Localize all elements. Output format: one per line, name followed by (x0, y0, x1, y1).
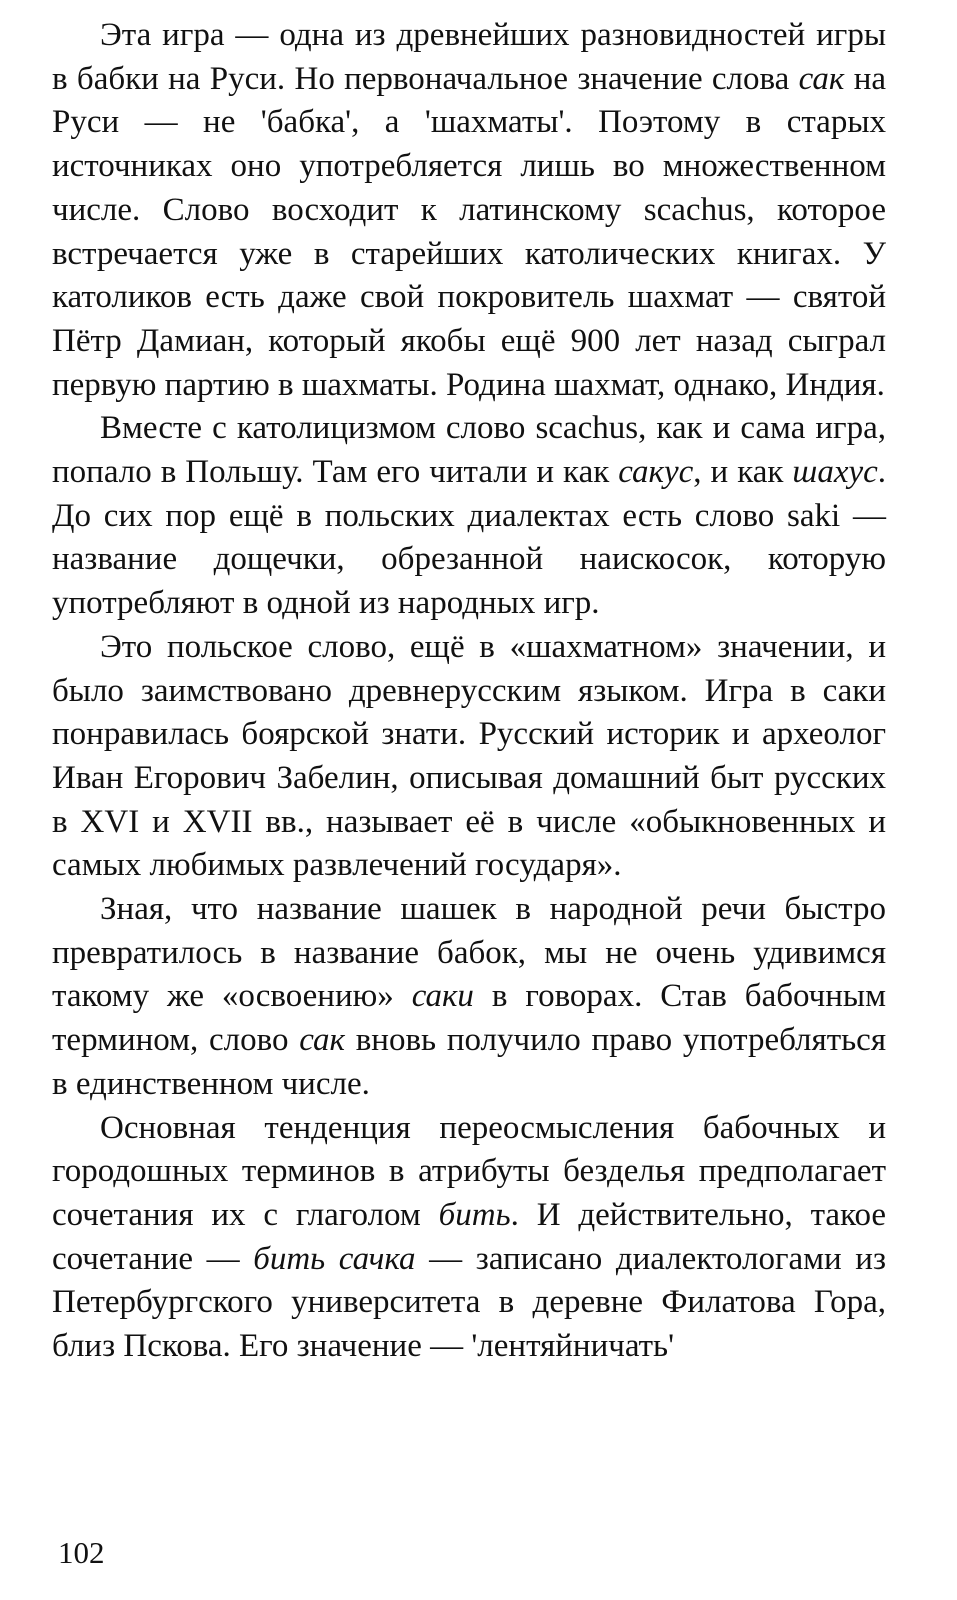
paragraph-2 (52, 407, 886, 626)
italic-term-saki: саки (411, 978, 474, 1015)
paragraph-5 (52, 1107, 886, 1369)
text-run: в говорах. Став бабочным термином, слово (52, 978, 886, 1059)
page-body (52, 14, 886, 1369)
italic-term-bit-sachka: бить сачка (253, 1240, 416, 1277)
text-run: Основная тенденция переосмысления бабочных и городошных терминов в атрибуты безделья предполагает сочетания их с глаголом (52, 1109, 886, 1233)
paragraph-1 (52, 14, 886, 407)
text-run: . До сих пор ещё в польских диалектах есть слово saki — название дощечки, обрезанной наискосок, которую употребляют в одной из народных игр. (52, 454, 887, 622)
paragraph-3 (52, 626, 886, 888)
italic-term-sak: сак (798, 60, 845, 97)
italic-term-sak: сак (299, 1022, 345, 1059)
text-run: — записано диалектологами из Петербургского университета в деревне Филатова Гора, близ Пскова. Его значение — 'лентяйничать' (52, 1240, 886, 1365)
text-run: Вместе с католицизмом слово scachus, как и сама игра, попало в Польшу. Там его читали и как (52, 410, 886, 491)
text-run: на Руси — не 'бабка', а 'шахматы'. Поэтому в старых источниках оно употребляется лишь во множественном числе. Слово восходит к латинскому scachus, которое встречается уже в старейших католических книгах. У католиков есть даже свой покровитель шахмат — святой Пётр Дамиан, который якобы ещё 900 лет назад сыграл первую партию в шахматы. Родина шахмат, однако, Индия. (52, 60, 886, 403)
text-run: Это польское слово, ещё в «шахматном» значении, и было заимствовано древнерусским языком. Игра в саки понравилась боярской знати. Русский историк и археолог Иван Егорович Забелин, описывая домашний быт русских в XVI и XVII вв., называет её в числе «обыкновенных и самых любимых развлечений государя». (52, 628, 886, 884)
text-run: Эта игра — одна из древнейших разновидностей игры в бабки на Руси. Но первоначальное значение слова (52, 17, 886, 97)
page-number: 102 (58, 1535, 105, 1570)
italic-term-shakhus: шахус (792, 454, 878, 491)
italic-term-bit: бить (438, 1196, 511, 1233)
text-run: вновь получило право употребляться в единственном числе. (52, 1022, 886, 1102)
paragraph-4 (52, 888, 886, 1107)
italic-term-sakus: сакус (618, 454, 694, 491)
text-run: , и как (693, 454, 793, 491)
text-run: . И действительно, такое сочетание — (52, 1196, 886, 1277)
text-run: Зная, что название шашек в народной речи быстро превратилось в название бабок, мы не очень удивимся такому же «освоению» (52, 891, 886, 1015)
